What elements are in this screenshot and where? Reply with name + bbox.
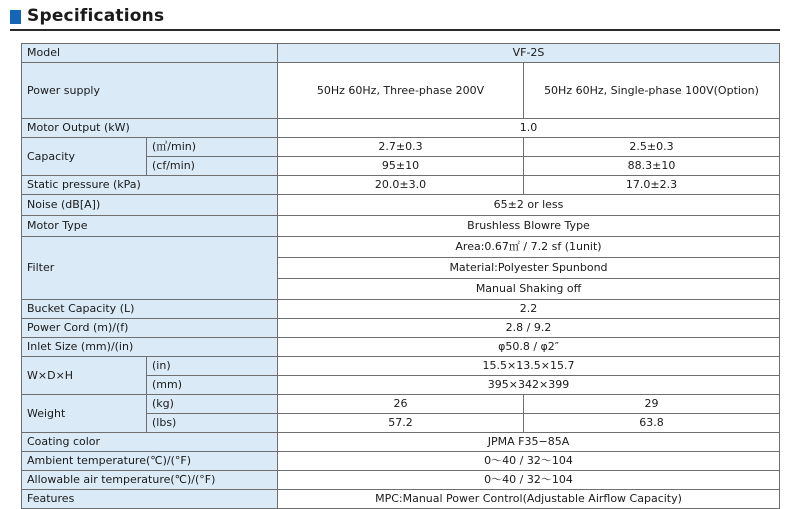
row-label: Coating color xyxy=(22,433,278,452)
noise-value: 65±2 or less xyxy=(278,195,780,216)
weight-lbs-a: 57.2 xyxy=(278,414,524,433)
row-label: Noise (dB[A]) xyxy=(22,195,278,216)
table-row xyxy=(22,119,780,138)
table-row xyxy=(22,395,780,414)
table-row xyxy=(22,300,780,319)
row-label: Capacity xyxy=(22,138,147,176)
row-label: W×D×H xyxy=(22,357,147,395)
specifications-table xyxy=(21,43,780,509)
table-row xyxy=(22,452,780,471)
row-label: Features xyxy=(22,490,278,509)
row-label: Bucket Capacity (L) xyxy=(22,300,278,319)
table-row xyxy=(22,490,780,509)
capacity-m3-b: 2.5±0.3 xyxy=(524,138,780,157)
table-row xyxy=(22,176,780,195)
unit-label: (mm) xyxy=(147,376,278,395)
table-row xyxy=(22,195,780,216)
filter-area: Area:0.67㎡ / 7.2 sf (1unit) xyxy=(278,237,780,258)
static-pressure-b: 17.0±2.3 xyxy=(524,176,780,195)
capacity-cf-a: 95±10 xyxy=(278,157,524,176)
row-label: Power supply xyxy=(22,63,278,119)
weight-lbs-b: 63.8 xyxy=(524,414,780,433)
capacity-m3-a: 2.7±0.3 xyxy=(278,138,524,157)
table-row xyxy=(22,338,780,357)
row-label: Motor Type xyxy=(22,216,278,237)
table-row xyxy=(22,357,780,376)
power-single-phase: 50Hz 60Hz, Single-phase 100V(Option) xyxy=(524,63,780,119)
features-value: MPC:Manual Power Control(Adjustable Airflow Capacity) xyxy=(278,490,780,509)
row-label: Filter xyxy=(22,237,278,300)
weight-kg-b: 29 xyxy=(524,395,780,414)
row-label: Static pressure (kPa) xyxy=(22,176,278,195)
ambient-value: 0〜40 / 32〜104 xyxy=(278,452,780,471)
row-label: Ambient temperature(℃)/(°F) xyxy=(22,452,278,471)
unit-label: (㎥/min) xyxy=(147,138,278,157)
table-row xyxy=(22,433,780,452)
model-value: VF-2S xyxy=(278,44,780,63)
row-label: Motor Output (kW) xyxy=(22,119,278,138)
table-row xyxy=(22,471,780,490)
motor-type-value: Brushless Blowre Type xyxy=(278,216,780,237)
bucket-value: 2.2 xyxy=(278,300,780,319)
section-header xyxy=(10,4,780,30)
filter-shaking: Manual Shaking off xyxy=(278,279,780,300)
table-row xyxy=(22,63,780,119)
coating-value: JPMA F35−85A xyxy=(278,433,780,452)
wdh-in-value: 15.5×13.5×15.7 xyxy=(278,357,780,376)
allowable-value: 0〜40 / 32〜104 xyxy=(278,471,780,490)
wdh-mm-value: 395×342×399 xyxy=(278,376,780,395)
header-square-icon xyxy=(10,10,21,24)
unit-label: (cf/min) xyxy=(147,157,278,176)
table-row xyxy=(22,44,780,63)
header-divider xyxy=(10,29,780,31)
power-three-phase: 50Hz 60Hz, Three-phase 200V xyxy=(278,63,524,119)
capacity-cf-b: 88.3±10 xyxy=(524,157,780,176)
row-label: Allowable air temperature(℃)/(°F) xyxy=(22,471,278,490)
table-row xyxy=(22,138,780,157)
row-label: Model xyxy=(22,44,278,63)
row-label: Power Cord (m)/(f) xyxy=(22,319,278,338)
weight-kg-a: 26 xyxy=(278,395,524,414)
unit-label: (in) xyxy=(147,357,278,376)
unit-label: (lbs) xyxy=(147,414,278,433)
page-title: Specifications xyxy=(27,6,165,26)
inlet-value: φ50.8 / φ2″ xyxy=(278,338,780,357)
row-label: Weight xyxy=(22,395,147,433)
unit-label: (kg) xyxy=(147,395,278,414)
motor-output-value: 1.0 xyxy=(278,119,780,138)
power-cord-value: 2.8 / 9.2 xyxy=(278,319,780,338)
table-row xyxy=(22,216,780,237)
table-row xyxy=(22,319,780,338)
row-label: Inlet Size (mm)/(in) xyxy=(22,338,278,357)
static-pressure-a: 20.0±3.0 xyxy=(278,176,524,195)
table-row xyxy=(22,237,780,258)
filter-material: Material:Polyester Spunbond xyxy=(278,258,780,279)
